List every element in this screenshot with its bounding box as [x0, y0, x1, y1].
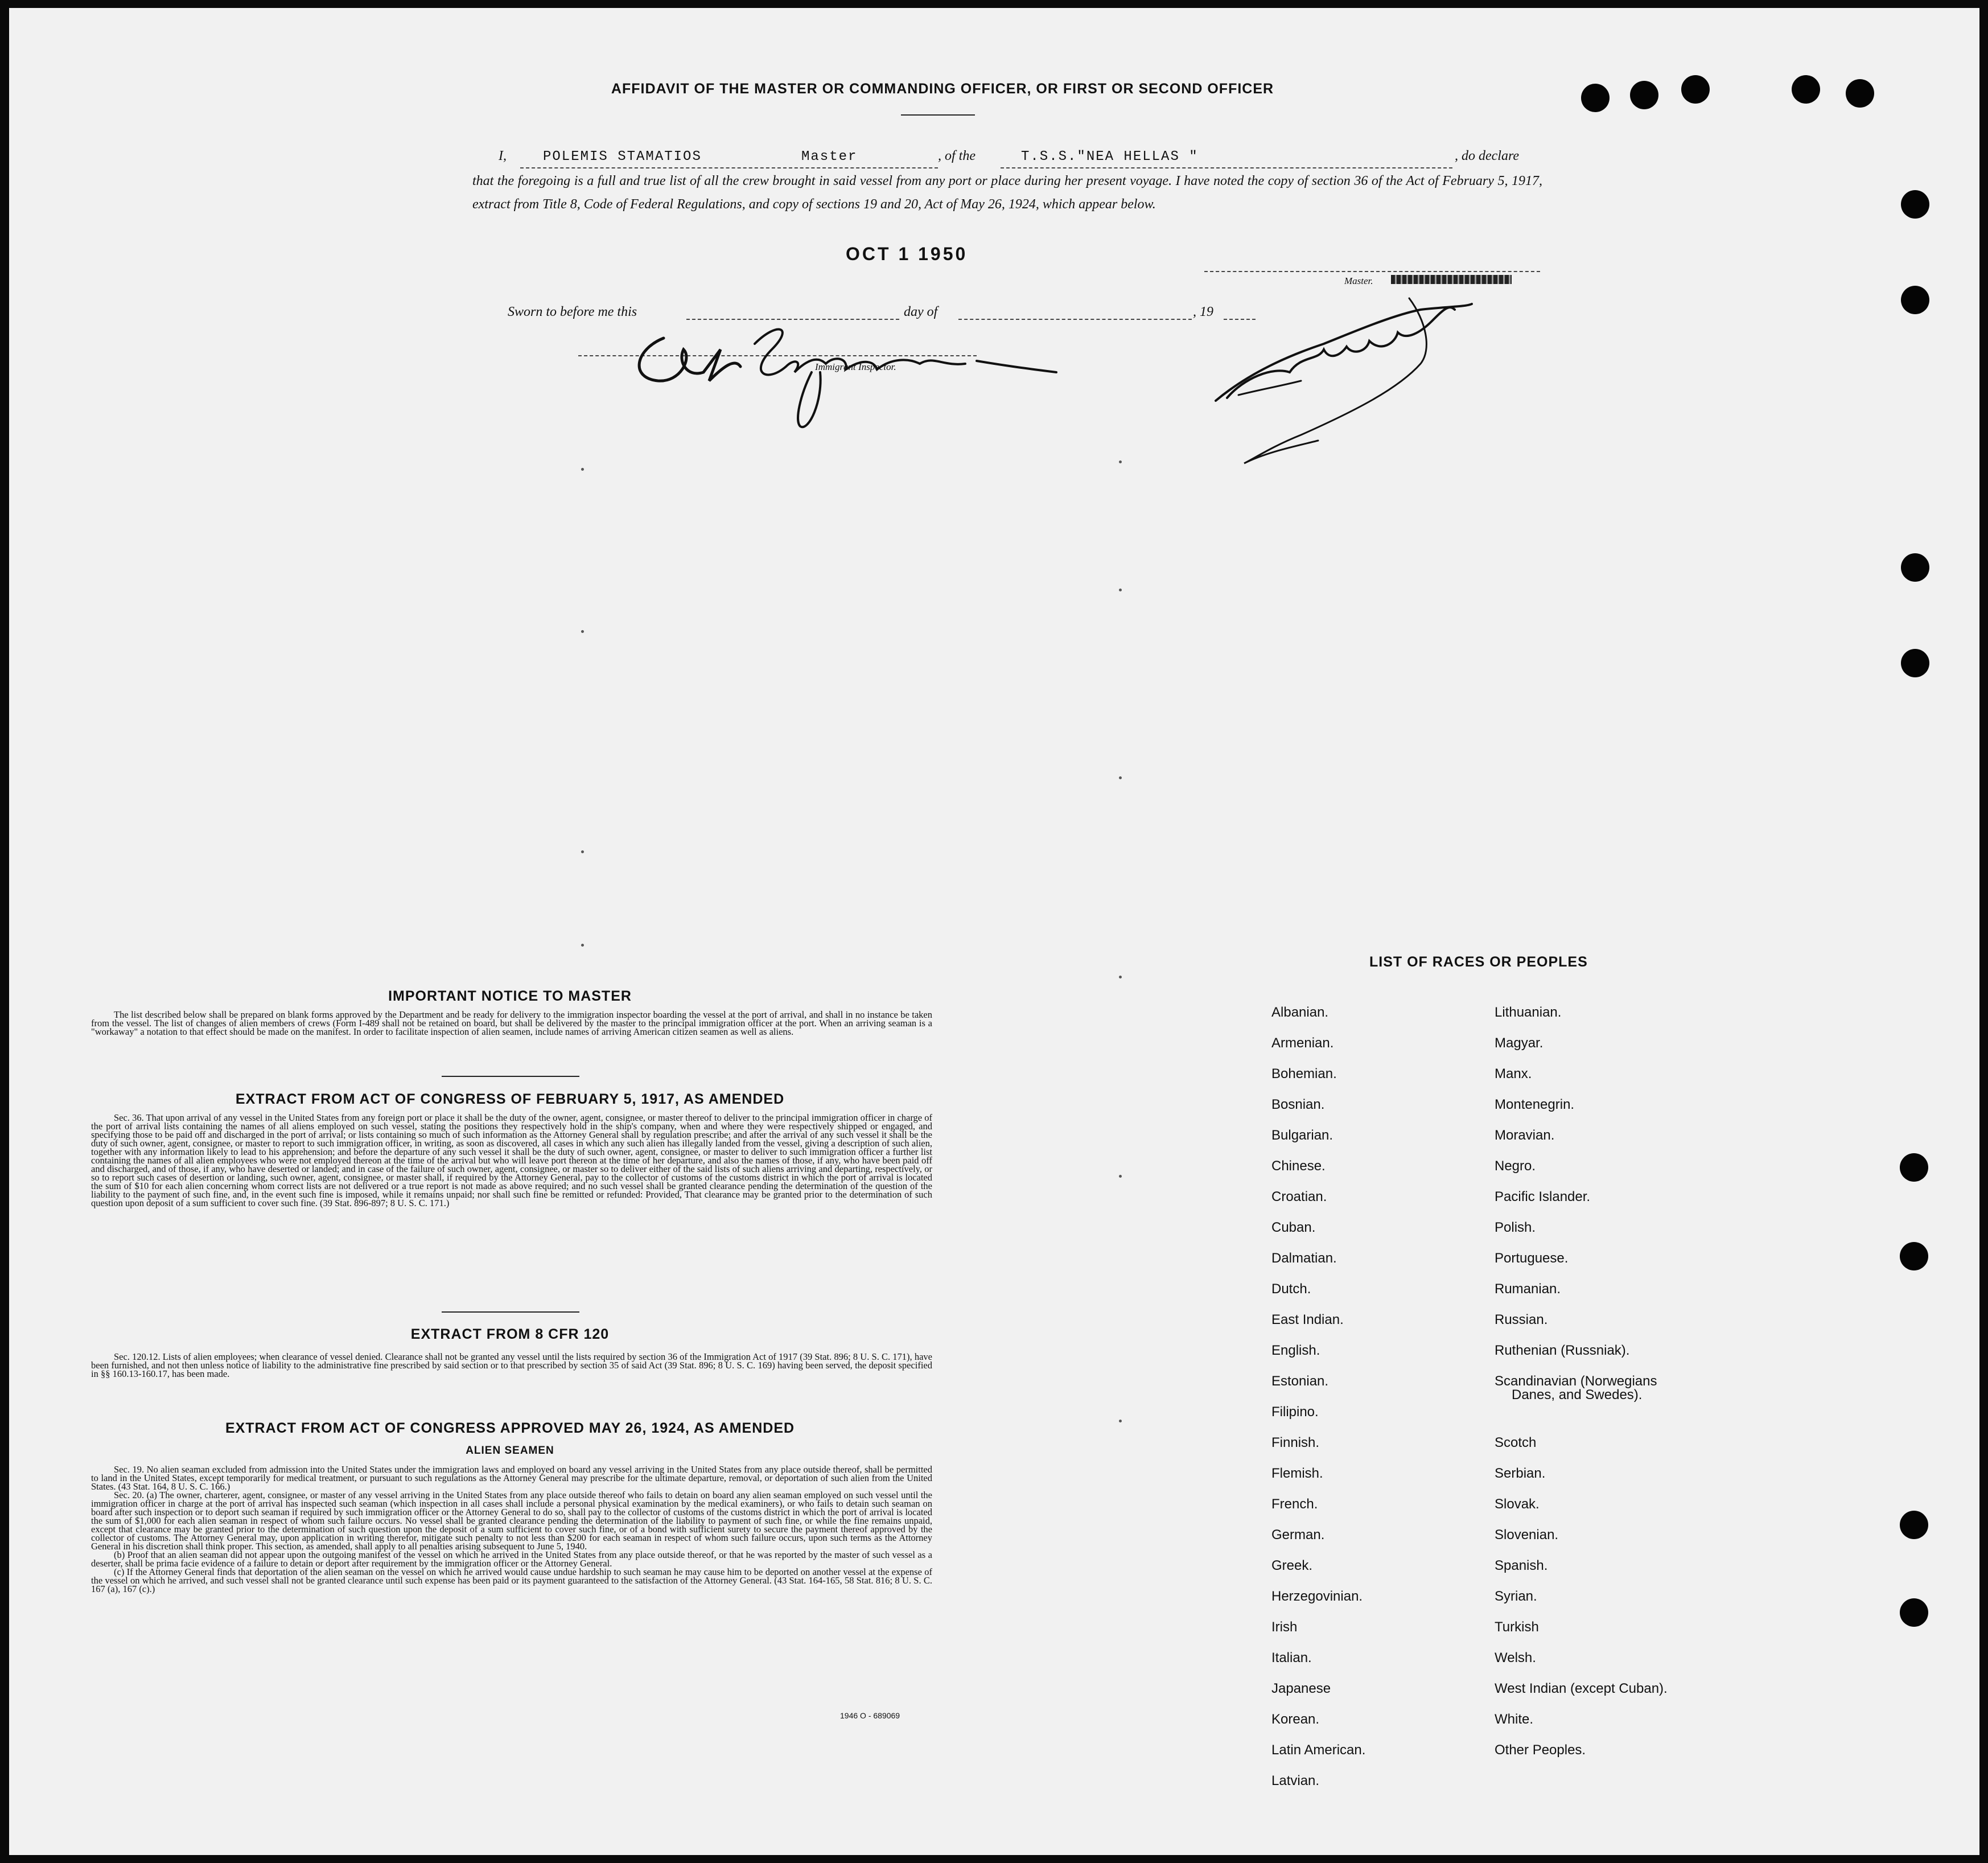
race-item: Armenian. — [1271, 1035, 1334, 1051]
print-code: 1946 O - 689069 — [840, 1711, 900, 1720]
race-item: Rumanian. — [1495, 1281, 1561, 1297]
race-item: East Indian. — [1271, 1312, 1344, 1327]
race-item: Spanish. — [1495, 1558, 1548, 1573]
race-item: Montenegrin. — [1495, 1097, 1575, 1112]
section-36-paragraph: Sec. 36. That upon arrival of any vessel in the United States from any foreign port or place it shall be the duty of the owner, agent, consignee, or master thereof to deliver to the principal immigration officer in charge of the port of arrival lists containing the names of all aliens employed on such vessel, stating the positions they respectively hold in the ship's company, when and where they were respectively shipped or engaged, and specifying those to be paid off and discharged in the port of arrival; or lists containing so much of such information as the Attorney General shall by regulation prescribe; and after the arrival of any such vessel it shall be the duty of such owner, agent, consignee, or master to report to such immigration officer, in writing, as soon as discovered, all cases in which any such alien has illegally landed from the vessel, giving a description of such alien, together with any information likely to lead to his apprehension; and before the departure of any such vessel it shall be the duty of such owner, agent, consignee, or master to deliver to such immigration officer a further list containing the names of all alien employees who were not employed thereon at the time of the arrival but who will leave port thereon at the time of her departure, and also the names of those, if any, who have been paid off and discharged, and of those, if any, who have deserted or landed; and in case of the failure of such owner, agent, consignee, or master so to deliver either of the said lists of such aliens arriving and departing, respectively, or so to report such cases of desertion or landing, such owner, agent, consignee, or master shall, if required by the Attorney General, pay to the collector of customs of the customs district in which the port of arrival is located the sum of $10 for each alien concerning whom correct lists are not delivered or a true report is not made as above required; and no such vessel shall be granted clearance pending the determination of the question of the liability to the payment of such fine, and, in the event such fine is imposed, while it remains unpaid; nor shall such fine be remitted or refunded: Provided, That clearance may be granted prior to the determination of such question upon deposit of a sum sufficient to cover such fine. (39 Stat. 896-897; 8 U. S. C. 171.) — [91, 1112, 932, 1208]
punch-hole — [1901, 649, 1929, 677]
declaration-body: that the foregoing is a full and true list of all the crew brought in said vessel from any port or place during her present voyage. I have noted the copy of section 36 of the Act of February 5, 1917, extract from Title 8, Code of Federal Regulations, and copy of sections 19 and 20, Act of May 26, 1924, which appear below. — [472, 174, 1542, 212]
document-page — [9, 8, 1979, 1855]
race-item: White. — [1495, 1712, 1534, 1727]
mark-dot — [1119, 589, 1122, 591]
race-item: Bulgarian. — [1271, 1128, 1333, 1143]
race-item: Pacific Islander. — [1495, 1189, 1591, 1204]
sworn-text: Sworn to before me this — [508, 305, 637, 319]
date-stamp: OCT 1 1950 — [846, 244, 968, 264]
race-item: Manx. — [1495, 1066, 1532, 1081]
rank-field: Master — [801, 149, 858, 164]
punch-hole — [1900, 1153, 1928, 1182]
race-item: Cuban. — [1271, 1220, 1316, 1235]
master-signature — [1204, 275, 1500, 492]
master-name-field: POLEMIS STAMATIOS — [543, 149, 702, 164]
extract-1924-body — [91, 1465, 932, 1593]
mark-dot — [581, 944, 584, 947]
race-item: Polish. — [1495, 1220, 1536, 1235]
notice-title: IMPORTANT NOTICE TO MASTER — [388, 988, 632, 1004]
race-item: Moravian. — [1495, 1128, 1555, 1143]
mark-dot — [581, 630, 584, 633]
do-declare-text: , do declare — [1455, 149, 1520, 163]
race-item: Turkish — [1495, 1619, 1539, 1635]
race-item: Russian. — [1495, 1312, 1548, 1327]
master-name-line — [520, 167, 787, 168]
race-item: Estonian. — [1271, 1373, 1329, 1389]
vessel-name-field: T.S.S."NEA HELLAS " — [1021, 149, 1199, 164]
punch-hole — [1900, 1242, 1928, 1270]
year-prefix: , 19 — [1193, 305, 1213, 319]
race-item: Herzegovinian. — [1271, 1589, 1363, 1604]
decl-i: I, — [499, 149, 507, 163]
race-item: Dutch. — [1271, 1281, 1311, 1297]
race-item: Irish — [1271, 1619, 1298, 1635]
mark-dot — [1119, 776, 1122, 779]
race-item: Slovak. — [1495, 1496, 1540, 1512]
notice-paragraph: The list described below shall be prepared on blank forms approved by the Department and be ready for delivery to the immigration inspector boarding the vessel at the port of arrival, and shall in no instance be taken from the vessel. The list of changes of alien members of crews (Form I-489 shall not be retained on board, but shall be delivered by the master to the principal immigration officer at the port. When an arriving seaman is a "workaway" a notation to that effect should be made on the manifest. In order to facilitate inspection of alien seamen, include names of arriving American citizen seamen as well as aliens. — [91, 1009, 932, 1037]
affidavit-title: AFFIDAVIT OF THE MASTER OR COMMANDING OFFICER, OR FIRST OR SECOND OFFICER — [611, 81, 1274, 97]
extract-1917-body — [91, 1113, 932, 1207]
notice-body — [91, 1010, 932, 1036]
punch-hole — [1681, 75, 1710, 104]
race-item: Negro. — [1495, 1158, 1536, 1174]
alien-seamen-subtitle: ALIEN SEAMEN — [466, 1445, 554, 1457]
race-item: Portuguese. — [1495, 1251, 1569, 1266]
extract-cfr-title: EXTRACT FROM 8 CFR 120 — [410, 1326, 610, 1342]
punch-hole — [1900, 1511, 1928, 1539]
inspector-signature — [624, 304, 1068, 441]
race-item: Danes, and Swedes). — [1512, 1387, 1643, 1403]
day-of-text: day of — [904, 305, 938, 319]
race-item: Welsh. — [1495, 1650, 1536, 1665]
race-item: Italian. — [1271, 1650, 1312, 1665]
race-item: Chinese. — [1271, 1158, 1326, 1174]
section-19-paragraph: Sec. 19. No alien seaman excluded from admission into the United States under the immigration laws and employed on board any vessel arriving in the United States from any place outside thereof, shall be permitted to land in the United States, except temporarily for medical treatment, or pursuant to such regulations as the Attorney General may prescribe for the ultimate departure, removal, or deportation of such alien from the United States. (43 Stat. 164, 8 U. S. C. 166.) — [91, 1464, 932, 1492]
race-item: Bohemian. — [1271, 1066, 1337, 1081]
section-20c-paragraph: (c) If the Attorney General finds that deportation of the alien seaman on the vessel on which he arrived would cause undue hardship to such seaman he may cause him to be deported on another vessel at the expense of the vessel on which he arrived, and such vessel shall not be granted clearance until such expense has been paid or its payment guaranteed to the satisfaction of the Attorney General. (43 Stat. 164-165, 58 Stat. 816; 8 U. S. C. 167 (a), 167 (c).) — [91, 1566, 932, 1594]
section-120-12-paragraph: Sec. 120.12. Lists of alien employees; when clearance of vessel denied. Clearance shall not be granted any vessel until the lists required by section 36 of the Immigration Act of 1917 (39 Stat. 896; 8 U. S. C. 171), have been furnished, and not then unless notice of liability to the administrative fine prescribed by said section or to that prescribed by section 35 of said Act (39 Stat. 896; 8 U. S. C. 169) having been served, the deposit specified in §§ 160.13-160.17, has been made. — [91, 1351, 932, 1379]
race-item: Japanese — [1271, 1681, 1331, 1696]
of-the-text: , of the — [938, 149, 976, 163]
punch-hole — [1901, 553, 1929, 582]
extract-cfr-body — [91, 1352, 932, 1378]
extract-1917-title: EXTRACT FROM ACT OF CONGRESS OF FEBRUARY 5, 1917, AS AMENDED — [235, 1091, 785, 1107]
race-item: Dalmatian. — [1271, 1251, 1337, 1266]
race-item: Korean. — [1271, 1712, 1320, 1727]
race-item: Filipino. — [1271, 1404, 1319, 1420]
punch-hole — [1901, 286, 1929, 314]
race-item: Flemish. — [1271, 1466, 1323, 1481]
races-title: LIST OF RACES OR PEOPLES — [1369, 954, 1588, 970]
race-item: Greek. — [1271, 1558, 1313, 1573]
race-item: Serbian. — [1495, 1466, 1546, 1481]
section-divider — [442, 1076, 579, 1077]
mark-dot — [581, 468, 584, 471]
race-item: Syrian. — [1495, 1589, 1537, 1604]
race-item: Scotch — [1495, 1435, 1537, 1450]
race-item: Bosnian. — [1271, 1097, 1325, 1112]
mark-dot — [1119, 1420, 1122, 1422]
race-item: French. — [1271, 1496, 1318, 1512]
punch-hole — [1901, 190, 1929, 219]
race-item: Lithuanian. — [1495, 1005, 1562, 1020]
mark-dot — [1119, 460, 1122, 463]
extract-1924-title: EXTRACT FROM ACT OF CONGRESS APPROVED MAY 26, 1924, AS AMENDED — [225, 1420, 795, 1436]
race-item: Albanian. — [1271, 1005, 1329, 1020]
master-signature-line — [1204, 271, 1540, 272]
race-item: German. — [1271, 1527, 1325, 1543]
race-item: Finnish. — [1271, 1435, 1320, 1450]
race-item: Scandinavian (Norwegians — [1495, 1373, 1657, 1389]
section-20a-paragraph: Sec. 20. (a) The owner, charterer, agent, consignee, or master of any vessel arriving in the United States from any place outside thereof who fails to detain on board any alien seaman employed on such vessel until the immigration officer in charge at the port of arrival has inspected such seaman (which inspection in all cases shall include a personal physical examination by the medical examiners), or who fails to detain such seaman on board after such inspection or to deport such seaman if required by such immigration officer or the Attorney General to do so, shall pay to the collector of customs of the customs district in which the port of arrival is located the sum of $1,000 for each alien seaman in respect of whom such failure occurs. No vessel shall be granted clearance pending the determination of the liability to payment of such fine, or while the fine remains unpaid, except that clearance may be granted prior to the determination of such question upon the deposit of a sum sufficient to cover such fine, or of a bond with sufficient surety to secure the payment thereof approved by the collector of customs. The Attorney General may, upon application in writing therefor, mitigate such penalty to not less than $200 for each seaman in respect of whom such failure occurs, upon such terms as the Attorney General in his discretion shall think proper. This section, as amended, shall apply to all penalties arising subsequent to June 5, 1940. — [91, 1490, 932, 1552]
mark-dot — [581, 850, 584, 853]
section-divider — [442, 1311, 579, 1313]
race-item: Latvian. — [1271, 1773, 1320, 1788]
punch-hole — [1630, 81, 1658, 109]
race-item: Magyar. — [1495, 1035, 1544, 1051]
section-20b-paragraph: (b) Proof that an alien seaman did not appear upon the outgoing manifest of the vessel on which he arrived in the United States from any place outside thereof, or that he was reported by the master of such vessel as a deserter, shall be prima facie evidence of a failure to detain or deport after requirement by the immigration officer or the Attorney General. — [91, 1549, 932, 1569]
punch-hole — [1581, 84, 1610, 112]
rank-line — [789, 167, 938, 168]
punch-hole — [1900, 1598, 1928, 1627]
mark-dot — [1119, 976, 1122, 978]
race-item: Other Peoples. — [1495, 1742, 1586, 1758]
race-item: English. — [1271, 1343, 1320, 1358]
race-item: Slovenian. — [1495, 1527, 1559, 1543]
title-underline — [901, 114, 975, 116]
mark-dot — [1119, 1175, 1122, 1178]
punch-hole — [1846, 79, 1874, 108]
race-item: Croatian. — [1271, 1189, 1327, 1204]
inspector-caption: Immigrant Inspector. — [815, 361, 896, 372]
vessel-line — [1001, 167, 1452, 168]
race-item: Ruthenian (Russniak). — [1495, 1343, 1630, 1358]
punch-hole — [1792, 75, 1820, 104]
master-caption: Master. — [1344, 275, 1373, 286]
race-item: West Indian (except Cuban). — [1495, 1681, 1668, 1696]
race-item: Latin American. — [1271, 1742, 1366, 1758]
